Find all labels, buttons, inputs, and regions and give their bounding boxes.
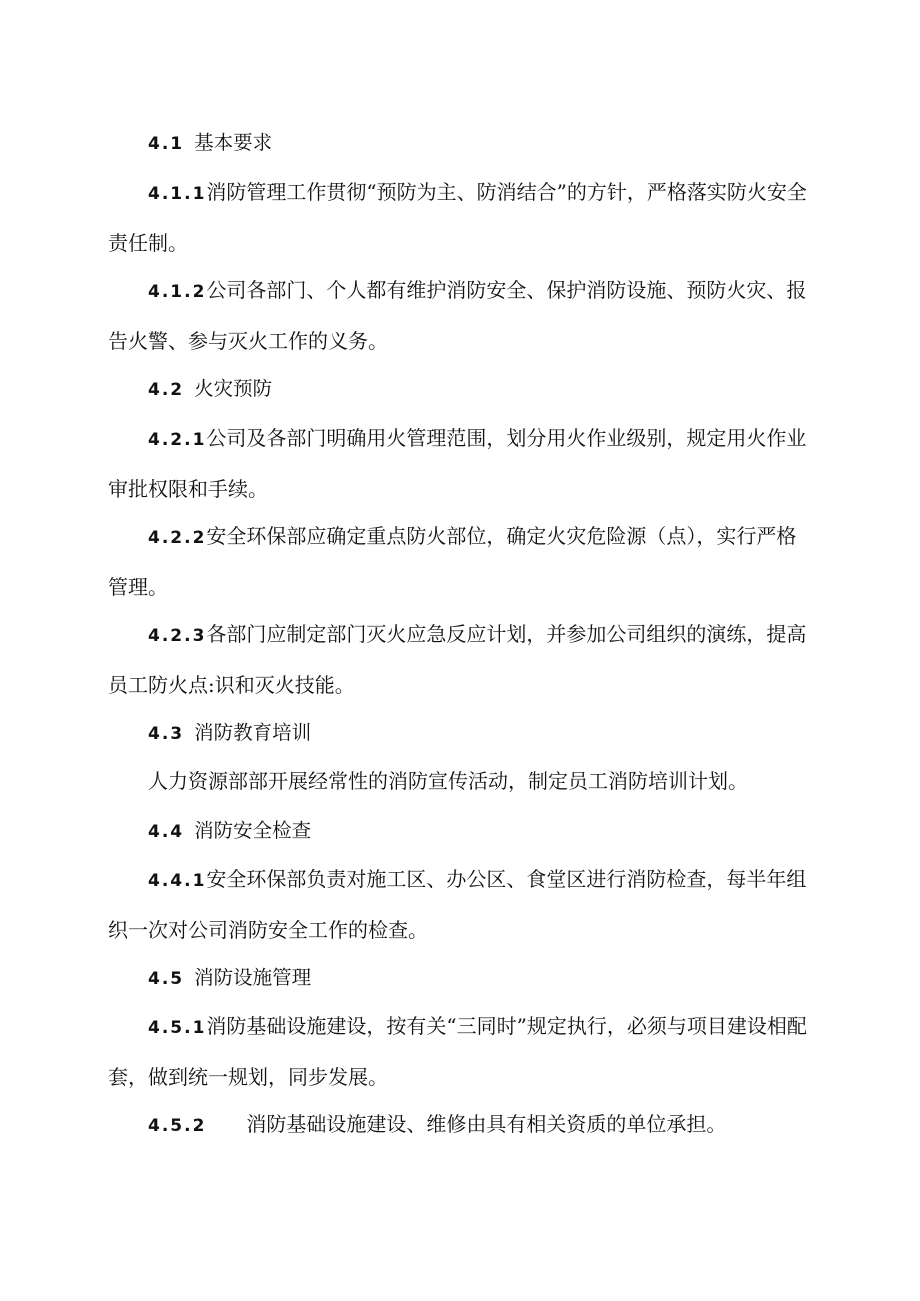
clause-4-3-text: 人力资源部部开展经常性的消防宣传活动，制定员工消防培训计划。: [148, 769, 748, 793]
clause-4-2-2: 4.2.2安全环保部应确定重点防火部位，确定火灾危险源（点），实行严格管理。: [108, 524, 797, 599]
clause-4-5-1: 4.5.1消防基础设施建设，按有关“三同时”规定执行，必须与项目建设相配套，做到统一规划，同步发展。: [108, 1014, 807, 1089]
section-heading-4-5: 4.5 消防设施管理: [148, 966, 312, 989]
clause-4-2-1: 4.2.1公司及各部门明确用火管理范围，划分用火作业级别，规定用火作业审批权限和手续。: [108, 426, 807, 501]
clause-4-2-3: 4.2.3各部门应制定部门灭火应急反应计划，并参加公司组织的演练，提高员工防火点:识和灭火技能。: [108, 622, 807, 697]
clause-4-5-2: 4.5.2 消防基础设施建设、维修由具有相关资质的单位承担。: [148, 1112, 727, 1136]
section-heading-4-1: 4.1 基本要求: [148, 131, 273, 154]
section-heading-4-2: 4.2 火灾预防: [148, 377, 273, 400]
clause-4-1-1: 4.1.1消防管理工作贯彻“预防为主、防消结合”的方针，严格落实防火安全责任制。: [108, 180, 807, 255]
section-heading-4-3: 4.3 消防教育培训: [148, 721, 312, 744]
clause-4-1-2: 4.1.2公司各部门、个人都有维护消防安全、保护消防设施、预防火灾、报告火警、参与灭火工作的义务。: [108, 278, 807, 353]
clause-4-4-1: 4.4.1安全环保部负责对施工区、办公区、食堂区进行消防检查，每半年组织一次对公司消防安全工作的检查。: [108, 867, 807, 942]
section-heading-4-4: 4.4 消防安全检查: [148, 819, 312, 842]
